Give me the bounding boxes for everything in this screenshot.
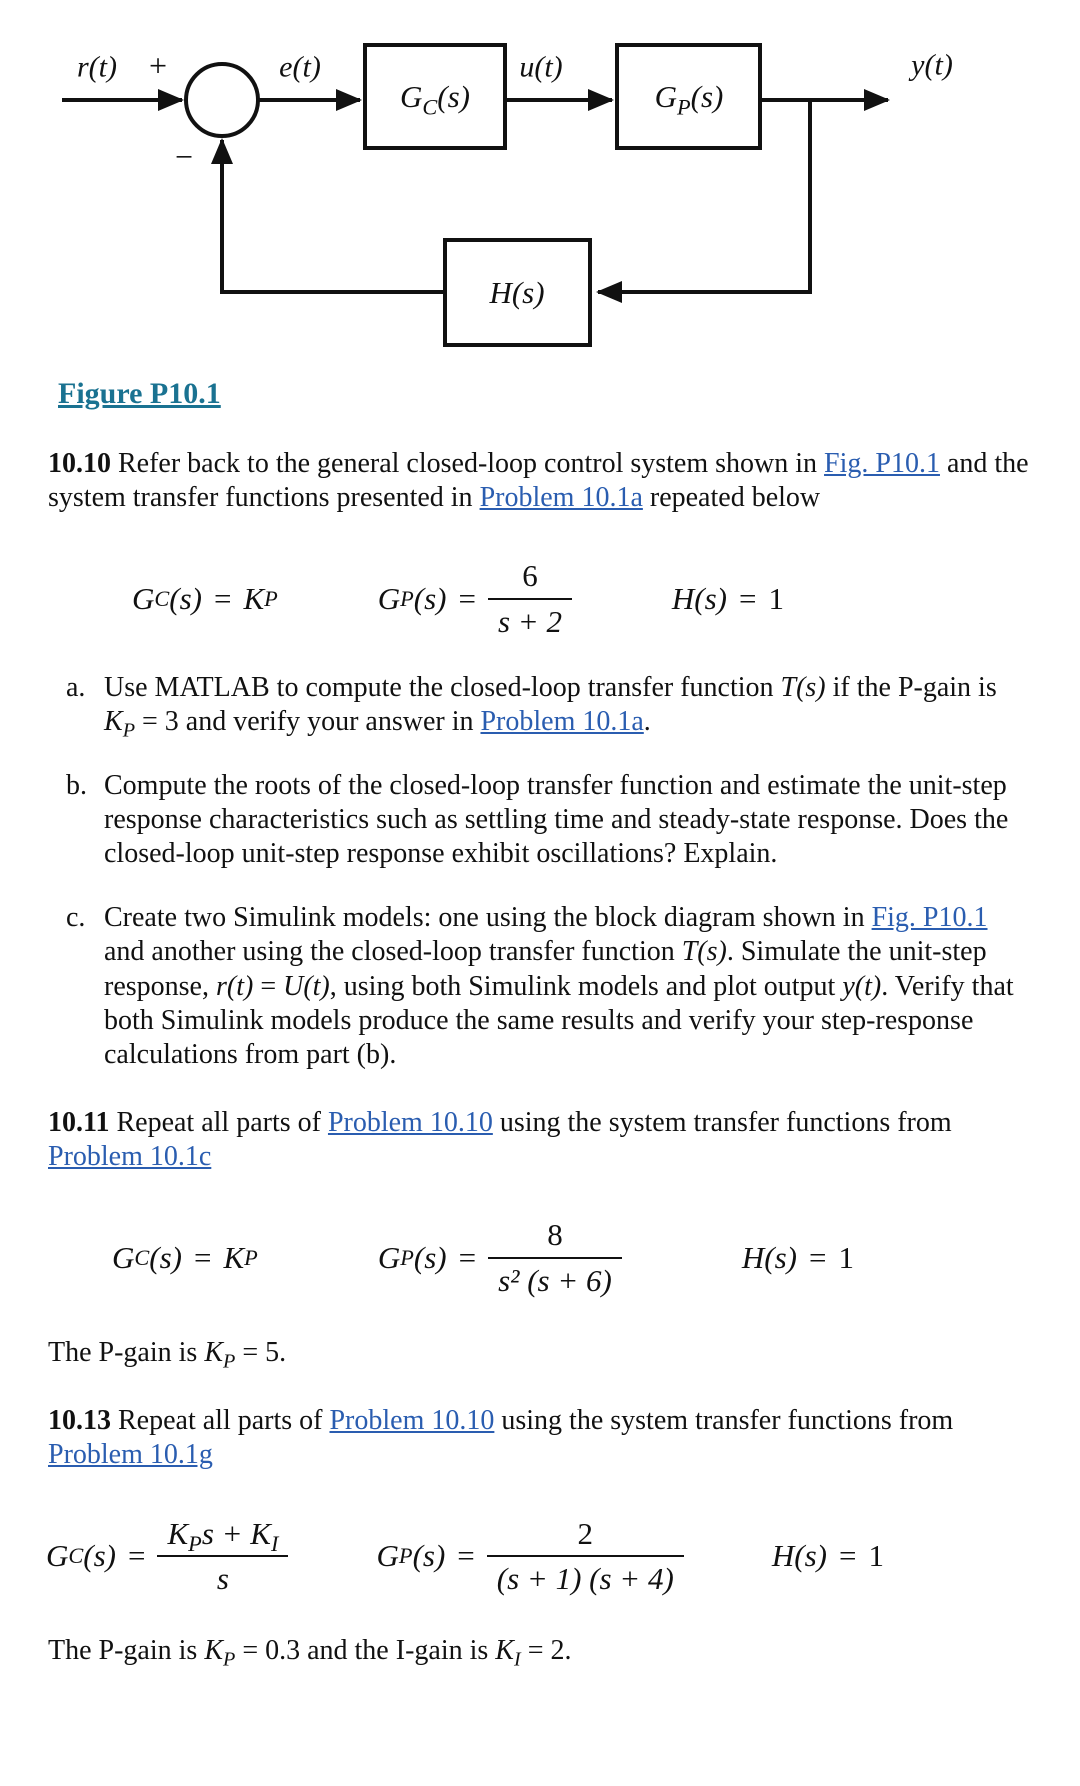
equals-sign: = — [839, 1538, 857, 1574]
list-text — [104, 671, 1034, 742]
fraction-numerator — [157, 1515, 288, 1558]
list-item-b — [66, 769, 1034, 871]
text-segment: Use MATLAB to compute the closed-loop transfer function — [104, 671, 781, 703]
figure-caption-link[interactable]: Figure P10.1 — [58, 377, 221, 410]
equation-gp-2: G P (s) = $\frac{8}{\text{s² (s + 6)}}$ — [378, 1216, 622, 1300]
math-symbol: s + K — [201, 1515, 271, 1551]
equation-row-2 — [0, 1216, 1080, 1300]
problem-number: 10.10 — [48, 447, 111, 479]
text-segment: Create two Simulink models: one using the block diagram shown in — [104, 902, 872, 934]
problem-10-13-intro — [48, 1404, 1034, 1472]
math-symbol: K — [167, 1515, 189, 1551]
text-segment: Refer back to the general closed-loop control system shown in — [111, 447, 825, 479]
math-symbol: G — [376, 1538, 399, 1574]
equals-sign: = — [458, 580, 476, 616]
summing-junction — [186, 64, 258, 136]
math-args: (s) — [413, 1240, 447, 1276]
math-symbol: K — [204, 1635, 223, 1667]
text-segment: = — [253, 970, 284, 1002]
signal-label-y: y(t) — [911, 48, 953, 82]
math-symbol: K — [204, 1337, 223, 1369]
text-segment: repeated below — [642, 481, 821, 513]
list-item-a — [66, 671, 1034, 742]
text-segment: = 3 and verify your answer in — [135, 705, 481, 737]
problem-10-10-intro — [48, 447, 1034, 515]
h-block-label: H(s) — [489, 275, 545, 311]
link-problem-10-1a[interactable]: Problem 10.1a — [480, 705, 644, 737]
equals-sign: = — [214, 580, 232, 616]
text-segment: = 5. — [235, 1337, 287, 1369]
list-text: Compute the roots of the closed-loop transfer function and estimate the unit-step response characteristics such as settling time and steady-state response. Does the closed-loop unit-step response exhibit oscillations? Explain. — [104, 769, 1009, 870]
math-symbol: K — [104, 705, 123, 737]
math-args: (s) — [694, 580, 728, 616]
link-problem-10-1c[interactable]: Problem 10.1c — [48, 1141, 212, 1173]
fraction-denominator: s + 2 — [497, 603, 562, 639]
math-symbol: G — [112, 1240, 135, 1276]
text-segment: and another using the closed-loop transfer function — [104, 936, 682, 968]
problem-number: 10.13 — [48, 1405, 111, 1437]
math-symbol: G — [132, 580, 155, 616]
link-problem-10-10[interactable]: Problem 10.10 — [329, 1405, 495, 1437]
list-item-c — [66, 901, 1034, 1072]
list-text — [104, 901, 1034, 1072]
text-segment: The P-gain is — [48, 1337, 205, 1369]
math-subscript: I — [513, 1648, 521, 1671]
text-segment: if the P-gain is — [825, 671, 997, 703]
math-value: 1 — [868, 1538, 884, 1574]
math-symbol: G — [377, 1240, 401, 1276]
block-diagram — [0, 0, 1080, 360]
text-segment: = 2. — [520, 1635, 572, 1667]
link-problem-10-1a[interactable]: Problem 10.1a — [479, 481, 643, 513]
math-symbol: G — [46, 1538, 69, 1574]
link-fig-p10-1[interactable]: Fig. P10.1 — [871, 902, 988, 934]
math-symbol: H — [671, 580, 695, 616]
text-segment: using the system transfer functions from — [494, 1405, 954, 1437]
fraction-denominator: s — [216, 1561, 229, 1597]
math-args: (s) — [412, 1538, 446, 1574]
equals-sign: = — [457, 1538, 475, 1574]
fraction-denominator: s² (s + 6) — [498, 1263, 612, 1299]
equation-h-2 — [742, 1239, 854, 1277]
signal-label-e: e(t) — [279, 50, 321, 84]
gp-subscript: P — [677, 94, 691, 120]
gp-block-label — [654, 78, 724, 120]
text-segment: Repeat all parts of — [109, 1107, 328, 1139]
math-args: (s) — [764, 1240, 797, 1276]
text-segment: using the system transfer functions from — [492, 1107, 952, 1139]
fraction-numerator: 2 — [487, 1515, 684, 1558]
gp-args: (s) — [690, 79, 724, 115]
math-inline: U(t) — [283, 970, 330, 1002]
gc-symbol: G — [400, 79, 423, 115]
text-segment: The P-gain is — [48, 1635, 205, 1667]
math-subscript: I — [270, 1530, 279, 1556]
math-inline: T(s) — [780, 671, 826, 703]
equation-gc-3: G C (s) = $\frac{K_Ps + K_I}{s}$ — [46, 1515, 288, 1599]
math-subscript: P — [223, 1648, 236, 1671]
equation-row-1 — [0, 557, 1080, 641]
problem-number: 10.11 — [48, 1107, 110, 1139]
plus-sign: + — [148, 47, 168, 84]
math-subscript: P — [122, 719, 135, 742]
text-segment: . Simulate the unit-step response, — [104, 936, 987, 1002]
math-symbol: H — [771, 1538, 795, 1574]
math-args: (s) — [83, 1538, 116, 1574]
equation-gp-1: G P (s) = $\frac{6}{s + 2}$ — [378, 557, 572, 641]
math-inline: y(t) — [842, 970, 882, 1002]
equation-gc-2: G C (s) = K P — [112, 1240, 258, 1276]
link-fig-p10-1[interactable]: Fig. P10.1 — [824, 447, 940, 479]
text-segment: , using both Simulink models and plot output — [329, 970, 843, 1002]
fraction-denominator: (s + 1) (s + 4) — [496, 1561, 674, 1597]
equation-h-3 — [772, 1537, 884, 1575]
math-symbol: K — [495, 1635, 514, 1667]
problem-10-11-intro — [48, 1106, 1034, 1174]
equals-sign: = — [458, 1240, 477, 1276]
text-segment: = 0.3 and the I-gain is — [235, 1635, 496, 1667]
math-symbol: H — [741, 1240, 765, 1276]
list-marker: c. — [66, 902, 86, 934]
math-symbol: G — [377, 580, 401, 616]
math-args: (s) — [149, 1240, 182, 1276]
minus-sign: − — [174, 138, 194, 175]
math-symbol: K — [223, 1240, 245, 1276]
math-subscript: P — [223, 1350, 236, 1373]
equation-row-3 — [0, 1515, 1080, 1599]
gc-args: (s) — [437, 79, 470, 115]
fraction — [488, 557, 572, 641]
math-value: 1 — [838, 1240, 854, 1276]
signal-label-r: r(t) — [77, 50, 117, 84]
link-problem-10-10[interactable]: Problem 10.10 — [327, 1107, 493, 1139]
link-problem-10-1g[interactable]: Problem 10.1g — [48, 1439, 213, 1471]
gc-block-label — [400, 78, 470, 120]
equals-sign: = — [739, 580, 757, 616]
math-inline: r(t) — [215, 970, 254, 1002]
equation-gp-3: G P (s) = $\frac{2}{(s + 1) (s + 4)}$ — [377, 1515, 684, 1599]
math-args: (s) — [413, 580, 447, 616]
feedback-return — [222, 140, 445, 292]
text-segment: Repeat all parts of — [111, 1405, 330, 1437]
list-marker: a. — [66, 671, 86, 703]
fraction — [488, 1216, 622, 1300]
math-args: (s) — [794, 1538, 827, 1574]
fraction-numerator: 8 — [488, 1216, 622, 1259]
signal-label-u: u(t) — [519, 50, 563, 84]
p-gain-statement-1 — [48, 1336, 1034, 1373]
text-segment: . Verify that both Simulink models produce the same results and verify your step-response calculations from part (b). — [104, 970, 1014, 1070]
fraction-numerator: 6 — [488, 557, 572, 600]
gp-symbol: G — [654, 79, 678, 115]
math-inline: T(s) — [681, 936, 727, 968]
p-gain-statement-2 — [48, 1634, 1034, 1671]
gc-subscript: C — [422, 94, 438, 120]
equals-sign: = — [809, 1240, 827, 1276]
fraction — [157, 1515, 288, 1599]
list-marker: b. — [66, 769, 87, 801]
equation-h-1 — [672, 580, 784, 618]
equation-gc-1: G C (s) = K P — [132, 580, 278, 616]
text-segment: and the system transfer functions presented in — [48, 447, 1029, 513]
math-subscript: P — [188, 1530, 202, 1556]
math-symbol: K — [243, 580, 265, 616]
equals-sign: = — [194, 1240, 212, 1276]
equals-sign: = — [128, 1538, 146, 1574]
math-args: (s) — [169, 580, 202, 616]
math-value: 1 — [768, 580, 784, 616]
fraction — [487, 1515, 684, 1599]
text-segment: . — [643, 705, 651, 737]
